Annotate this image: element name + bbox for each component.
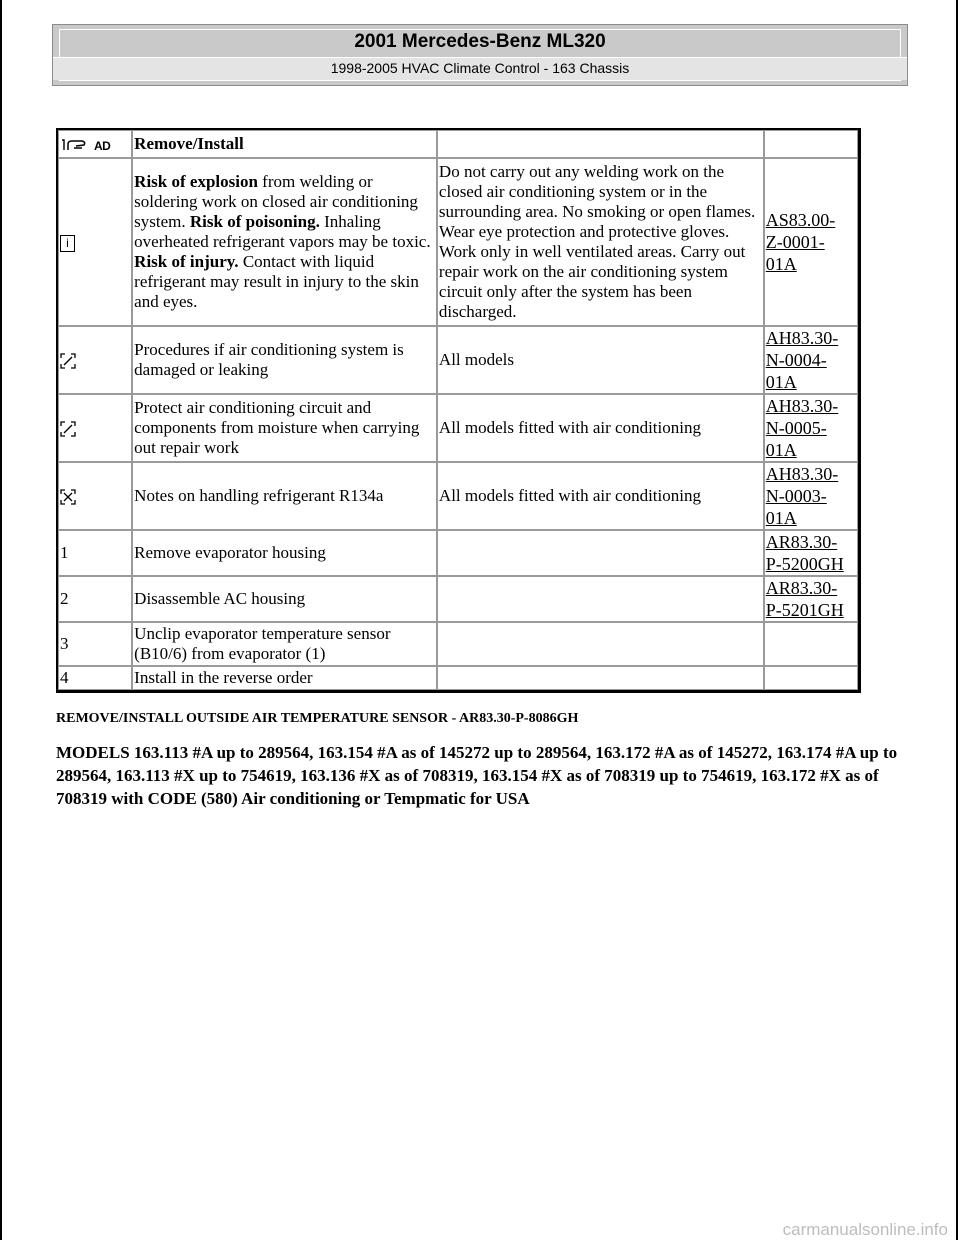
info-icon: i xyxy=(60,235,75,252)
wrench-icon xyxy=(60,137,120,153)
step-number: 2 xyxy=(58,576,132,622)
table-header-empty-ref-cell xyxy=(764,130,858,158)
row-ref-cell xyxy=(764,622,858,666)
section-heading: REMOVE/INSTALL OUTSIDE AIR TEMPERATURE SENSOR - AR83.30-P-8086GH xyxy=(56,711,579,726)
row-ref-cell xyxy=(764,462,858,530)
reference-link[interactable]: AH83.30- N-0005- 01A xyxy=(765,396,839,460)
note-icon xyxy=(60,489,76,505)
reference-link[interactable]: AR83.30- P-5200GH xyxy=(765,532,844,574)
row-ref-cell xyxy=(764,666,858,690)
note-icon xyxy=(60,421,76,437)
row-note: All models xyxy=(437,326,764,394)
row-description: Unclip evaporator temperature sensor (B10/6) from evaporator (1) xyxy=(132,622,437,666)
row-icon-cell xyxy=(58,394,132,462)
row-icon-cell xyxy=(58,462,132,530)
row-note: All models fitted with air conditioning xyxy=(437,462,764,530)
table-row xyxy=(58,666,858,690)
table-header-row xyxy=(58,130,858,158)
row-icon-cell xyxy=(58,158,132,326)
note-icon xyxy=(60,353,76,369)
document-title: 2001 Mercedes-Benz ML320 xyxy=(354,31,606,52)
row-ref-cell xyxy=(764,158,858,326)
row-icon-cell xyxy=(58,326,132,394)
table-row xyxy=(58,530,858,576)
reference-link[interactable]: AR83.30- P-5201GH xyxy=(765,578,844,620)
table-header-empty-cell xyxy=(437,130,764,158)
row-description: Procedures if air conditioning system is damaged or leaking xyxy=(132,326,437,394)
row-note xyxy=(437,530,764,576)
risk-injury-text: Contact with liquid refrigerant may result in injury to the skin and eyes. xyxy=(134,252,419,311)
table-header-label-cell xyxy=(132,130,437,158)
row-note: All models fitted with air conditioning xyxy=(437,394,764,462)
table-row xyxy=(58,462,858,530)
step-number: 1 xyxy=(58,530,132,576)
step-number: 3 xyxy=(58,622,132,666)
procedure-table xyxy=(56,128,861,693)
table-row xyxy=(58,576,858,622)
step-number: 4 xyxy=(58,666,132,690)
risk-explosion-label: Risk of explosion xyxy=(134,172,258,191)
remove-install-icon-cell xyxy=(58,130,132,158)
risk-poisoning-text: Inhaling overheated refrigerant vapors may be toxic. xyxy=(134,212,431,251)
reference-link[interactable]: AH83.30- N-0003- 01A xyxy=(765,464,839,528)
row-description: Protect air conditioning circuit and components from moisture when carrying out repair work xyxy=(132,394,437,462)
reference-link[interactable]: AH83.30- N-0004- 01A xyxy=(765,328,839,392)
row-description: Install in the reverse order xyxy=(132,666,437,690)
document-header xyxy=(52,24,908,86)
risk-explosion-text: from welding or soldering work on closed air conditioning system. xyxy=(134,172,418,231)
row-note xyxy=(437,622,764,666)
table-row xyxy=(58,394,858,462)
remove-install-icon xyxy=(60,135,120,155)
row-ref-cell xyxy=(764,326,858,394)
reference-link[interactable]: AS83.00- Z-0001- 01A xyxy=(765,210,836,274)
risk-poisoning-label: Risk of poisoning. xyxy=(189,212,320,231)
table-header-label: Remove/Install xyxy=(134,134,244,153)
row-description xyxy=(132,158,437,326)
row-description: Disassemble AC housing xyxy=(132,576,437,622)
risk-injury-label: Risk of injury. xyxy=(134,252,239,271)
row-note xyxy=(437,576,764,622)
remove-install-icon-label: AD xyxy=(94,139,111,154)
table-row xyxy=(58,326,858,394)
row-note: Do not carry out any welding work on the closed air conditioning system or in the surrounding area. No smoking or open flames. Wear eye protection and protective gloves. Work only in well ventilated areas. Carry out repair work on the air conditioning system circuit only after the system has been discharged. xyxy=(437,158,764,326)
section-models-text: MODELS 163.113 #A up to 289564, 163.154 #A as of 145272 up to 289564, 163.172 #A as of 145272, 163.174 #A up to 289564, 163.113 #X up to 754619, 163.136 #X as of 708319, 163.154 #X as of 708319 up to 754619, 163.172 #X as of 708319 with CODE (580) Air conditioning or Tempmatic for USA xyxy=(56,743,898,808)
row-ref-cell xyxy=(764,576,858,622)
row-description: Remove evaporator housing xyxy=(132,530,437,576)
table-row xyxy=(58,158,858,326)
row-note xyxy=(437,666,764,690)
row-description: Notes on handling refrigerant R134a xyxy=(132,462,437,530)
document-subtitle: 1998-2005 HVAC Climate Control - 163 Chassis xyxy=(330,60,630,76)
row-ref-cell xyxy=(764,530,858,576)
table-row xyxy=(58,622,858,666)
row-ref-cell xyxy=(764,394,858,462)
watermark: carmanualsonline.info xyxy=(782,1220,948,1239)
